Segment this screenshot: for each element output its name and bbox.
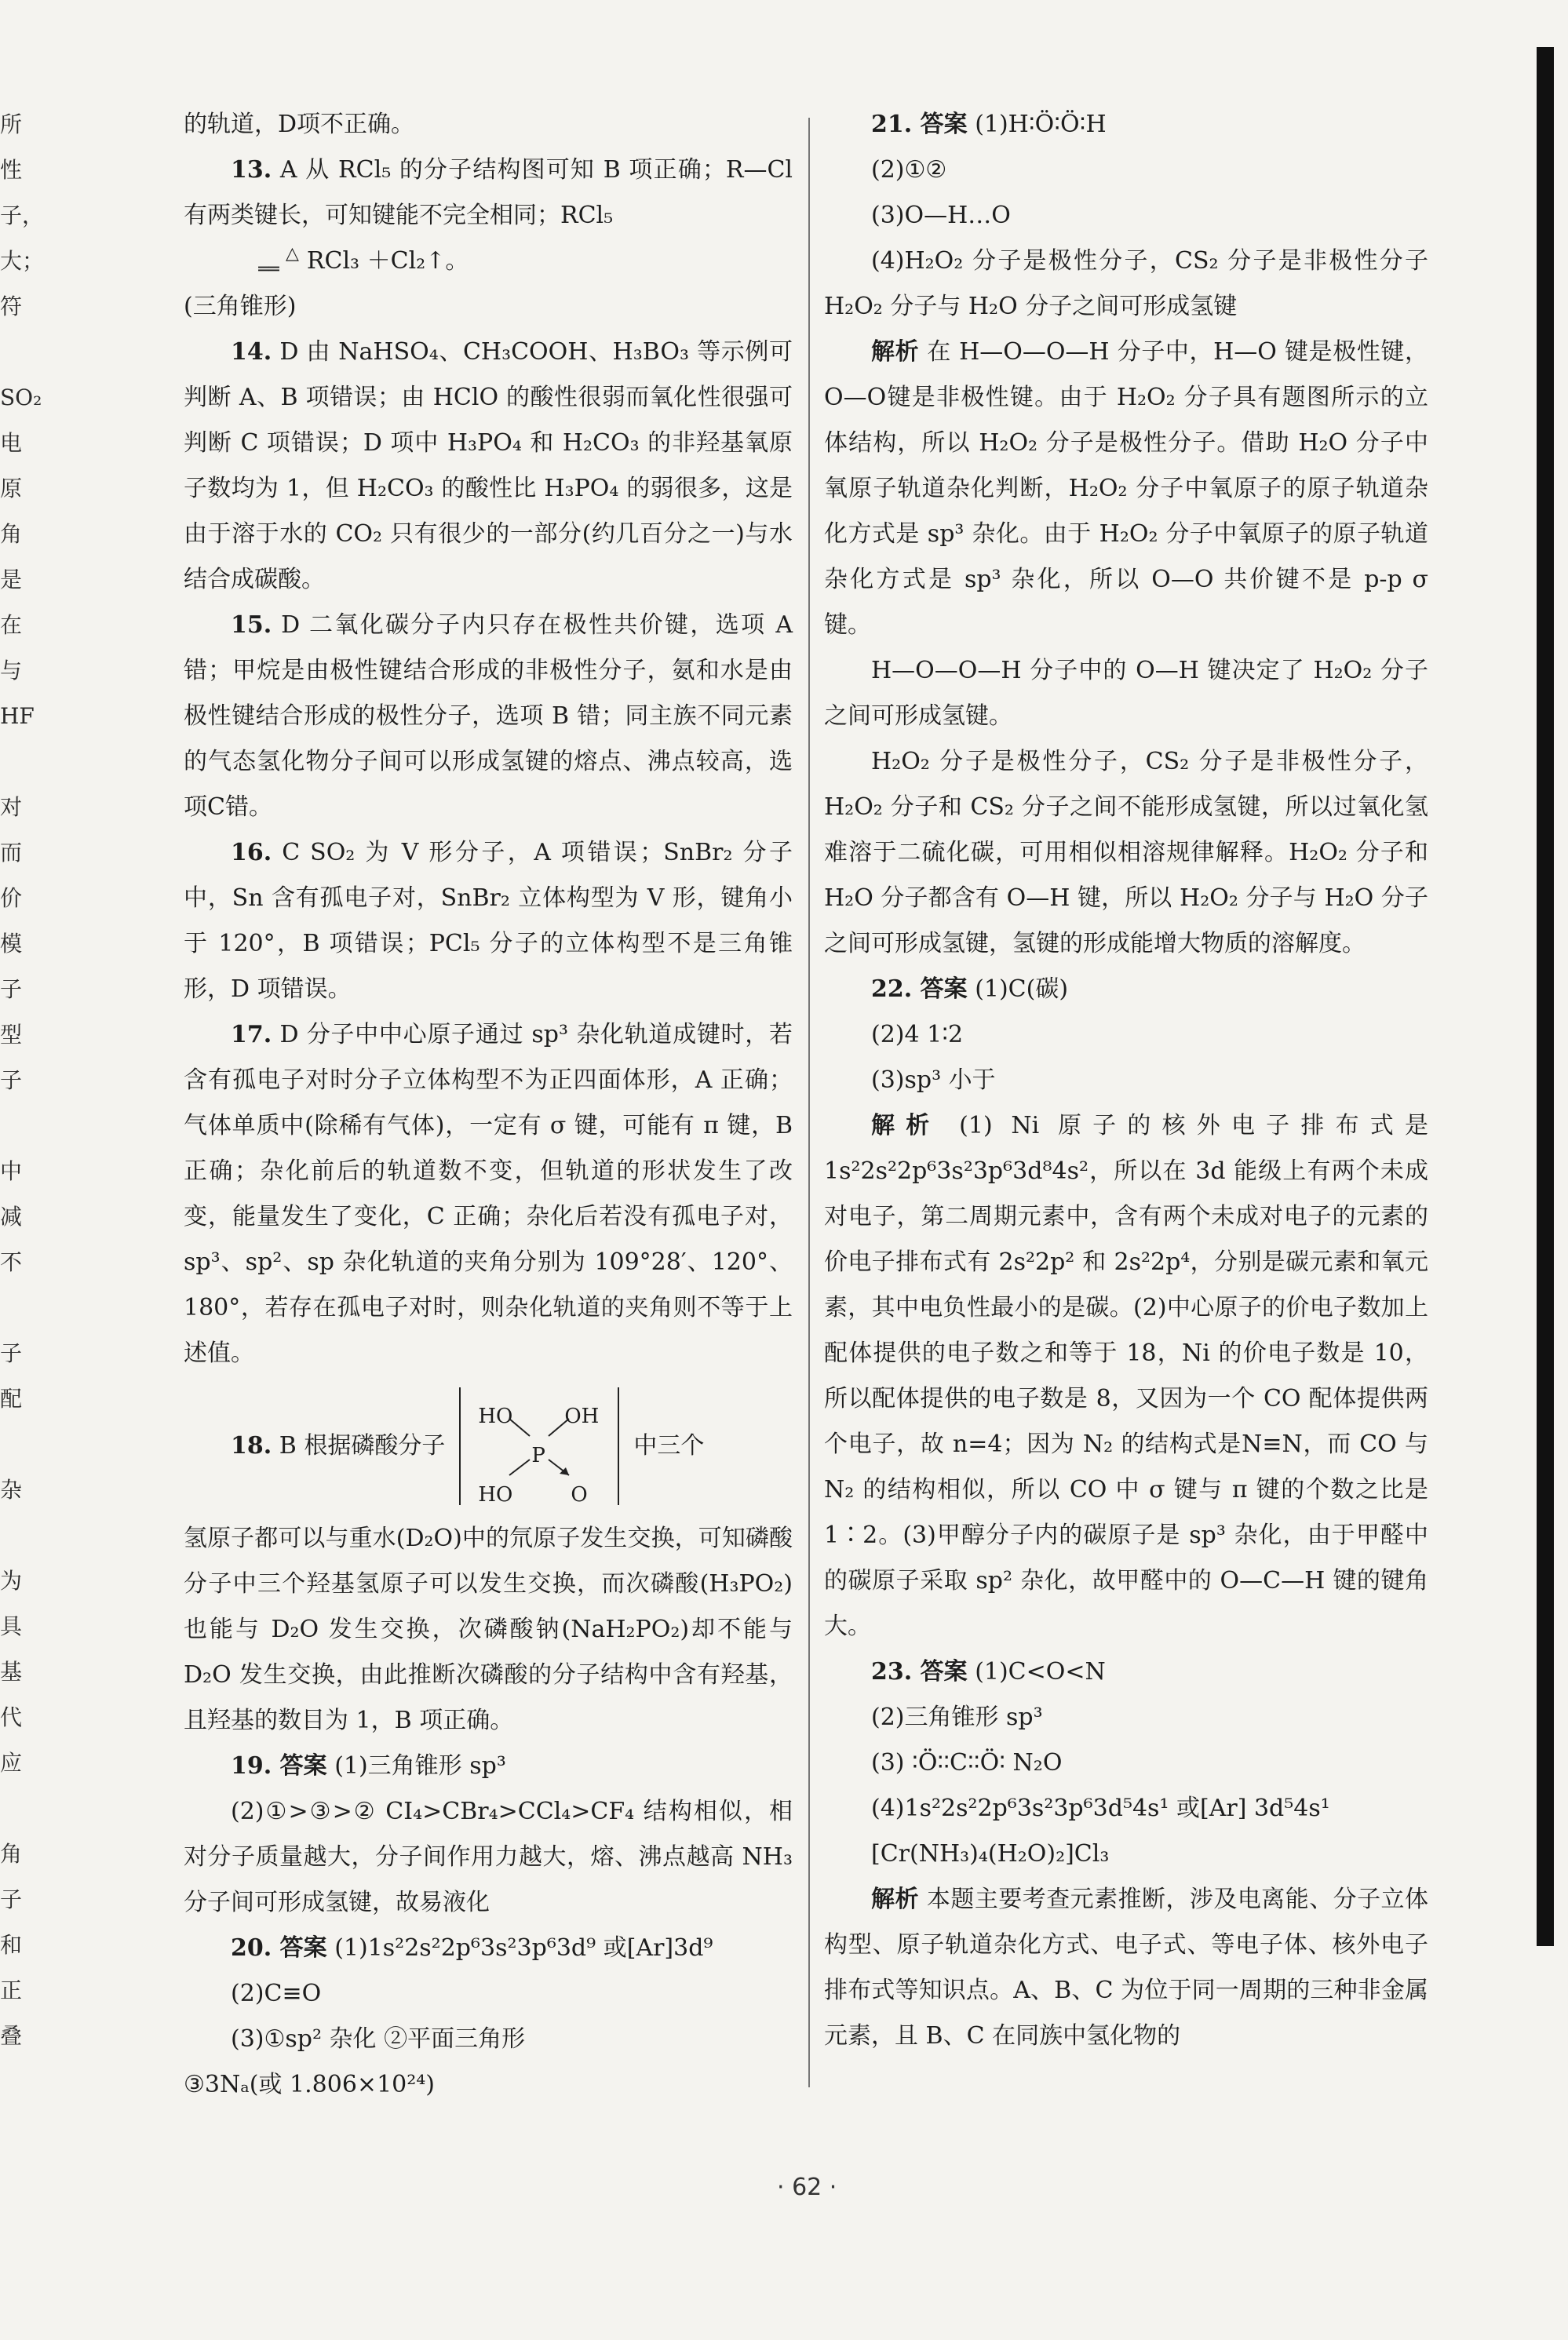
fragment-18: 模 xyxy=(0,931,23,957)
heat-arrow: △ ══ xyxy=(258,244,299,279)
q16-text: C SO₂ 为 V 形分子，A 项错误；SnBr₂ 分子中，Sn 含有孤电子对，SnBr₂ 立体构型为 V 形，键角小于 120°，B 项错误；PCl₅ 分子的立体构型不是三角锥形，D 项错误。 xyxy=(184,839,793,1003)
fragment-15: 对 xyxy=(0,794,23,820)
scan-edge-bar xyxy=(1537,47,1554,1946)
fragment-9: 角 xyxy=(0,521,23,547)
q23 xyxy=(824,1649,1428,1695)
fragment-41: 正 xyxy=(0,1977,23,2003)
page-number-value: 62 xyxy=(792,2174,822,2201)
struct-oh-top: OH xyxy=(564,1405,600,1428)
q22-explanation xyxy=(824,1103,1428,1649)
q23-exp-text: 本题主要考查元素推断，涉及电离能、分子立体构型、原子轨道杂化方式、电子式、等电子体、核外电子排布式等知识点。A、B、C 为位于同一周期的三种非金属元素，且 B、C 在同族中氢化物的 xyxy=(824,1886,1429,2050)
q12-tail: 的轨道，D项不正确。 xyxy=(184,111,415,138)
fragment-40: 和 xyxy=(0,1932,23,1958)
fragment-16: 而 xyxy=(0,840,23,866)
q22-a3: (3)sp³ 小于 xyxy=(871,1066,996,1094)
right-column xyxy=(824,102,1428,2059)
fragment-3: 大； xyxy=(0,248,45,274)
fragment-19: 子 xyxy=(0,976,23,1002)
q18-structure-line xyxy=(184,1387,793,1505)
fragment-37 xyxy=(0,1786,35,1832)
left-column xyxy=(184,102,793,2108)
q22-number: 22. 答案 xyxy=(871,975,968,1003)
fragment-42: 叠 xyxy=(0,2023,23,2049)
heat-symbol: △ xyxy=(286,244,299,264)
fragment-28: 配 xyxy=(0,1386,23,1412)
fragment-2: 子， xyxy=(0,202,45,228)
fragment-5 xyxy=(0,330,35,375)
q15-text: D 二氧化碳分子内只存在极性共价键，选项 A 错；甲烷是由极性键结合形成的非极性分子，氨和水是由极性键结合形成的极性分子，选项 B 错；同主族不同元素的气态氢化物分子间可以形成氢键的熔点、沸点较高，选项C错。 xyxy=(184,611,793,821)
q21-a4: (4)H₂O₂ 分子是极性分子，CS₂ 分子是非极性分子 H₂O₂ 分子与 H₂O 分子之间可形成氢键 xyxy=(824,247,1428,320)
q20-number: 20. 答案 xyxy=(231,1934,327,1962)
fragment-39: 子 xyxy=(0,1886,23,1912)
q20-a1: (1)1s²2s²2p⁶3s²3p⁶3d⁹ 或[Ar]3d⁹ xyxy=(334,1934,713,1962)
fragment-13: HF xyxy=(0,703,35,729)
q21-a1: (1)H∶Ö∶Ö∶H xyxy=(975,111,1107,138)
struct-p: P xyxy=(531,1444,545,1467)
fragment-33: 具 xyxy=(0,1613,23,1639)
page-number: · 62 · xyxy=(777,2174,837,2201)
q22 xyxy=(824,967,1428,1012)
q17 xyxy=(184,1012,793,1376)
fragment-22 xyxy=(0,1103,35,1149)
q23-a2: (2)三角锥形 sp³ xyxy=(871,1704,1043,1731)
q22-exp-label: 解析 xyxy=(871,1112,941,1139)
fragment-36: 应 xyxy=(0,1750,23,1776)
fragment-38: 角 xyxy=(0,1841,23,1867)
q21-exp1: 在 H—O—O—H 分子中，H—O 键是极性键，O—O键是非极性键。由于 H₂O₂ 分子具有题图所示的立体结构，所以 H₂O₂ 分子是极性分子。借助 H₂O 分子中氧原子轨道杂化判断，H₂O₂ 分子中氧原子的原子轨道杂化方式是 sp³ 杂化。由于 H₂O₂ 分子中氧原子的原子轨道杂化方式是 sp³ 杂化，所以 O—O 共价键不是 p-p σ 键。 xyxy=(824,338,1428,639)
fragment-30: 杂 xyxy=(0,1477,23,1503)
q14 xyxy=(184,330,793,603)
q14-number: 14. xyxy=(231,338,272,366)
fragment-11: 在 xyxy=(0,612,23,638)
q23-a1: (1)C<O<N xyxy=(975,1658,1106,1686)
left-cropped-column xyxy=(0,102,45,2059)
q23-number: 23. 答案 xyxy=(871,1658,968,1686)
fragment-26 xyxy=(0,1285,35,1331)
q23-a5: [Cr(NH₃)₄(H₂O)₂]Cl₃ xyxy=(871,1840,1110,1868)
column-divider xyxy=(808,118,810,2087)
fragment-31 xyxy=(0,1513,35,1558)
q18-number: 18. xyxy=(231,1432,272,1460)
q22-a1: (1)C(碳) xyxy=(975,975,1069,1003)
q19 xyxy=(184,1744,793,1789)
fragment-24: 减 xyxy=(0,1204,23,1230)
q21-a2: (2)①② xyxy=(871,156,947,184)
fragment-25: 不 xyxy=(0,1249,23,1275)
q17-text: D 分子中中心原子通过 sp³ 杂化轨道成键时，若含有孤电子对时分子立体构型不为正四面体形，A 正确；气体单质中(除稀有气体)，一定有 σ 键，可能有 π 键，B 正确；杂化前后的轨道数不变，但轨道的形状发生了改变，能量发生了变化，C 正确；杂化后若没有孤电子对，sp³、sp²、sp 杂化轨道的夹角分别为 109°28′、120°、180°，若存在孤电子对时，则杂化轨道的夹角则不等于上述值。 xyxy=(184,1021,793,1367)
fragment-34: 基 xyxy=(0,1659,23,1685)
fragment-12: 与 xyxy=(0,658,23,683)
phosphoric-acid-structure xyxy=(459,1387,619,1505)
q23-a4: (4)1s²2s²2p⁶3s²3p⁶3d⁵4s¹ 或[Ar] 3d⁵4s¹ xyxy=(871,1795,1330,1822)
fragment-21: 子 xyxy=(0,1067,23,1093)
q21-exp3: H₂O₂ 分子是极性分子，CS₂ 分子是非极性分子，H₂O₂ 分子和 CS₂ 分子之间不能形成氢键，所以过氧化氢难溶于二硫化碳，可用相似相溶规律解释。H₂O₂ 分子和 H₂O 分子都含有 O—H 键，所以 H₂O₂ 分子与 H₂O 分子之间可形成氢键，氢键的形成能增大物质的溶解度。 xyxy=(824,748,1428,957)
q13-equation xyxy=(184,239,793,284)
fragment-17: 价 xyxy=(0,885,23,911)
struct-bonds xyxy=(461,1387,618,1505)
fragment-20: 型 xyxy=(0,1022,23,1048)
q16 xyxy=(184,830,793,1012)
fragment-1: 性 xyxy=(0,157,23,183)
q21-number: 21. 答案 xyxy=(871,111,968,138)
struct-ho-top: HO xyxy=(478,1405,513,1428)
q18-lead xyxy=(184,1423,445,1469)
q22-a2: (2)4 1∶2 xyxy=(871,1021,964,1048)
q23-a3: (3) ∶Ö∶∶C∶∶Ö∶ N₂O xyxy=(871,1749,1063,1777)
q19-a1: (1)三角锥形 sp³ xyxy=(334,1752,506,1780)
q21-explanation xyxy=(824,330,1428,648)
q13 xyxy=(184,148,793,239)
q19-a2: (2)①>③>② CI₄>CBr₄>CCl₄>CF₄ 结构相似，相对分子质量越大，分子间作用力越大，熔、沸点越高 NH₃ 分子间可形成氢键，故易液化 xyxy=(184,1798,793,1916)
q14-text: D 由 NaHSO₄、CH₃COOH、H₃BO₃ 等示例可判断 A、B 项错误；由 HClO 的酸性很弱而氧化性很强可判断 C 项错误；D 项中 H₃PO₄ 和 H₂CO₃ 的非羟基氧原子数均为 1，但 H₂CO₃ 的酸性比 H₃PO₄ 的弱很多，这是由于溶于水的 CO₂ 只有很少的一部分(约几百分之一)与水结合成碳酸。 xyxy=(184,338,793,593)
q15-number: 15. xyxy=(231,611,272,639)
fragment-7: 电 xyxy=(0,430,23,456)
fragment-10: 是 xyxy=(0,567,23,592)
q18-lead-text: B 根据磷酸分子 xyxy=(279,1432,446,1460)
q13-note: (三角锥形) xyxy=(184,293,297,320)
q20-a4: ③3Nₐ(或 1.806×10²⁴) xyxy=(184,2071,435,2098)
q22-exp-text: (1) Ni 原子的核外电子排布式是 1s²2s²2p⁶3s²3p⁶3d⁸4s²，所以在 3d 能级上有两个未成对电子，第二周期元素中，含有两个未成对电子的元素的价电子排布式有 2s²2p² 和 2s²2p⁴，分别是碳元素和氧元素，其中电负性最小的是碳。(2)中心原子的价电子数加上配体提供的电子数之和等于 18，Ni 的价电子数是 10，所以配体提供的电子数是 8，又因为一个 CO 配体提供两个电子，故 n=4；因为 N₂ 的结构式是N≡N，而 CO 与 N₂ 的结构相似，所以 CO 中 σ 键与 π 键的个数之比是 1∶2。(3)甲醇分子内的碳原子是 sp³ 杂化，由于甲醛中的碳原子采取 sp² 杂化，故甲醛中的 O—C—H 键的键角大。 xyxy=(824,1112,1428,1640)
q21-exp-label: 解析 xyxy=(871,338,920,366)
fragment-14 xyxy=(0,739,35,785)
q21-exp2: H—O—O—H 分子中的 O—H 键决定了 H₂O₂ 分子之间可形成氢键。 xyxy=(824,657,1428,730)
q13-text: A 从 RCl₅ 的分子结构图可知 B 项正确；R—Cl 有两类键长，可知键能不完全相同；RCl₅ xyxy=(184,156,793,229)
q18-text: 氢原子都可以与重水(D₂O)中的氘原子发生交换，可知磷酸分子中三个羟基氢原子可以发生交换，而次磷酸(H₃PO₂)也能与 D₂O 发生交换，次磷酸钠(NaH₂PO₂)却不能与 D₂O 发生交换，由此推断次磷酸的分子结构中含有羟基，且羟基的数目为 1，B 项正确。 xyxy=(184,1525,793,1734)
q21 xyxy=(824,102,1428,148)
q16-number: 16. xyxy=(231,839,272,866)
q13-eq-text: RCl₃ ＋Cl₂↑。 xyxy=(306,247,469,275)
q23-explanation xyxy=(824,1877,1428,2059)
q23-exp-label: 解析 xyxy=(871,1886,919,1913)
fragment-6: SO₂ xyxy=(0,385,42,410)
fragment-29 xyxy=(0,1422,35,1467)
q20 xyxy=(184,1926,793,1971)
struct-ho-bottom: HO xyxy=(478,1483,513,1507)
fragment-32: 为 xyxy=(0,1568,23,1594)
q13-number: 13. xyxy=(231,156,272,184)
fragment-0: 所 xyxy=(0,111,23,137)
q18-after: 中三个 xyxy=(633,1432,705,1460)
fragment-23: 中 xyxy=(0,1158,23,1184)
fragment-35: 代 xyxy=(0,1704,23,1730)
q15 xyxy=(184,603,793,830)
q21-a3: (3)O—H…O xyxy=(871,202,1011,229)
q20-a2: (2)C≡O xyxy=(231,1980,322,2007)
q20-a3: (3)①sp² 杂化 ②平面三角形 xyxy=(231,2025,526,2053)
fragment-4: 符 xyxy=(0,293,23,319)
struct-o-bottom: O xyxy=(571,1483,588,1507)
fragment-8: 原 xyxy=(0,476,23,501)
q19-number: 19. 答案 xyxy=(231,1752,327,1780)
q17-number: 17. xyxy=(231,1021,272,1048)
fragment-27: 子 xyxy=(0,1340,23,1366)
